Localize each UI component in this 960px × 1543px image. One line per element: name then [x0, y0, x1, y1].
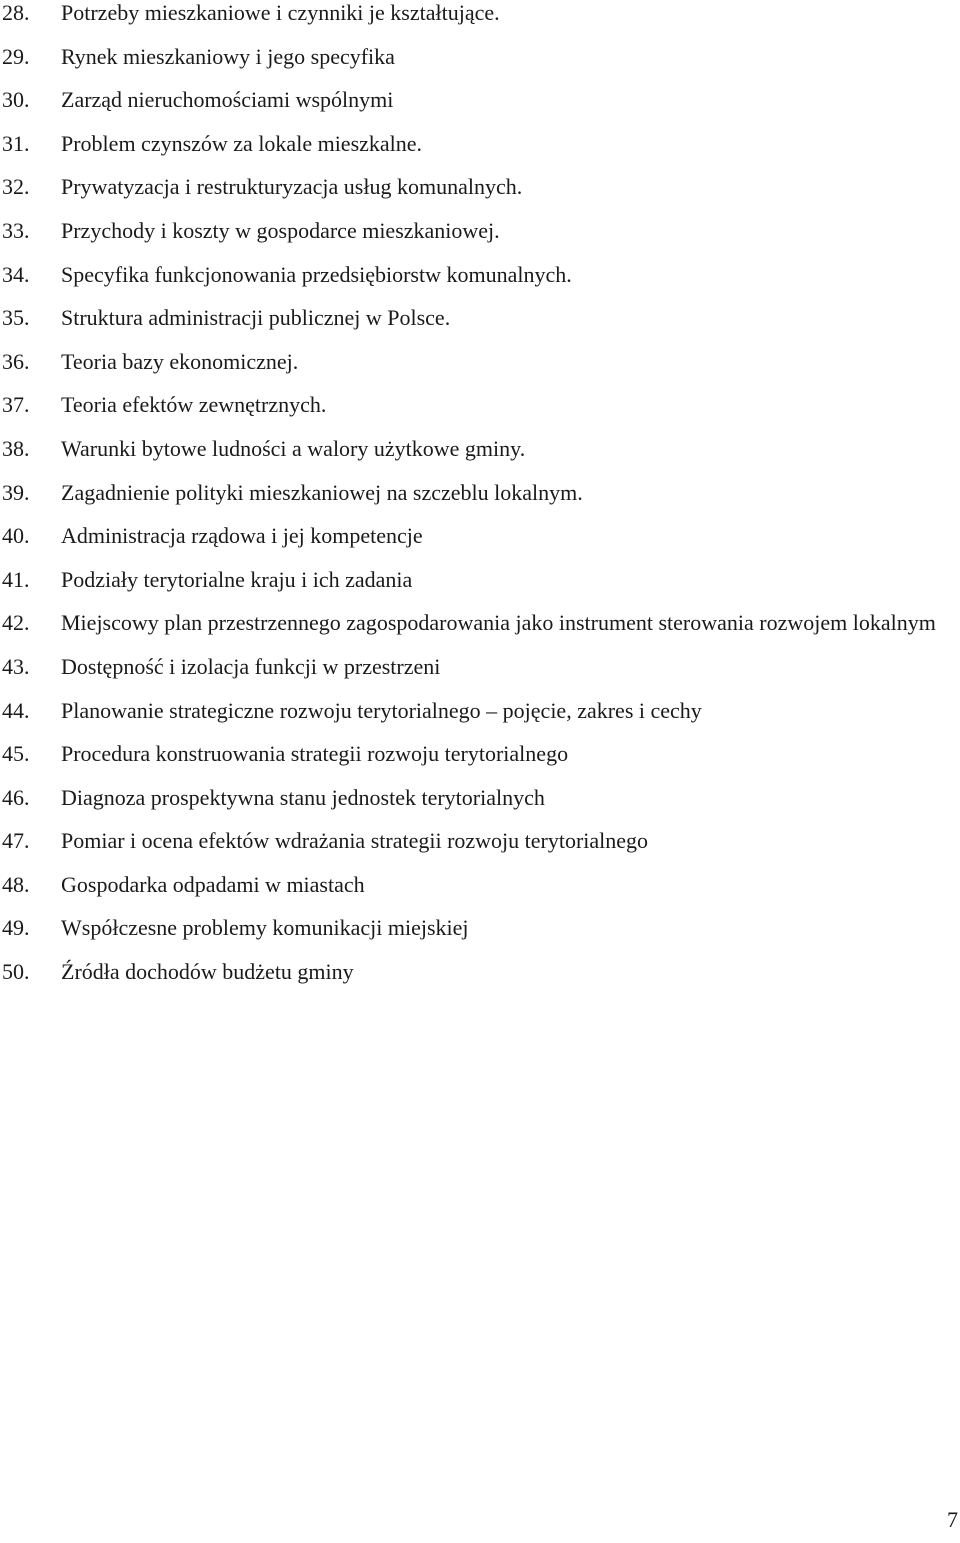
item-number: 44. [2, 697, 30, 723]
item-text: Rynek mieszkaniowy i jego specyfika [61, 43, 395, 69]
list-item [0, 383, 960, 427]
item-text: Zarząd nieruchomościami wspólnymi [61, 87, 394, 113]
item-number: 48. [2, 871, 30, 897]
item-number: 40. [2, 523, 30, 549]
list-item [0, 906, 960, 950]
item-text: Administracja rządowa i jej kompetencje [61, 523, 423, 549]
list-item [0, 471, 960, 515]
list-item [0, 645, 960, 689]
item-text: Źródła dochodów budżetu gminy [61, 959, 354, 985]
item-text: Prywatyzacja i restrukturyzacja usług komunalnych. [61, 174, 523, 200]
item-text: Przychody i koszty w gospodarce mieszkaniowej. [61, 217, 500, 243]
list-item [0, 558, 960, 602]
item-number: 29. [2, 43, 30, 69]
item-text: Dostępność i izolacja funkcji w przestrzeni [61, 653, 441, 679]
list-item [0, 950, 960, 994]
item-text: Współczesne problemy komunikacji miejskiej [61, 915, 469, 941]
item-text: Miejscowy plan przestrzennego zagospodarowania jako instrument sterowania rozwojem lokalnym [61, 610, 936, 636]
list-item [0, 253, 960, 297]
item-number: 49. [2, 915, 30, 941]
list-item [0, 776, 960, 820]
list-item [0, 78, 960, 122]
item-number: 47. [2, 828, 30, 854]
item-number: 39. [2, 479, 30, 505]
list-item [0, 340, 960, 384]
list-item [0, 863, 960, 907]
page-number: 7 [947, 1507, 958, 1532]
item-number: 33. [2, 217, 30, 243]
item-number: 41. [2, 566, 30, 592]
item-number: 42. [2, 610, 30, 636]
list-item [0, 689, 960, 733]
item-number: 38. [2, 435, 30, 461]
item-text: Diagnoza prospektywna stanu jednostek terytorialnych [61, 784, 545, 810]
item-text: Procedura konstruowania strategii rozwoju terytorialnego [61, 741, 569, 767]
item-number: 35. [2, 305, 30, 331]
item-number: 36. [2, 348, 30, 374]
item-text: Teoria efektów zewnętrznych. [61, 392, 327, 418]
item-text: Warunki bytowe ludności a walory użytkowe gminy. [61, 435, 526, 461]
list-item [0, 601, 960, 645]
item-number: 43. [2, 653, 30, 679]
item-text: Teoria bazy ekonomicznej. [61, 348, 299, 374]
item-number: 50. [2, 959, 30, 985]
item-text: Gospodarka odpadami w miastach [61, 871, 365, 897]
list-item [0, 122, 960, 166]
list-item [0, 165, 960, 209]
list-item [0, 514, 960, 558]
item-number: 32. [2, 174, 30, 200]
item-text: Pomiar i ocena efektów wdrażania strategii rozwoju terytorialnego [61, 828, 649, 854]
item-number: 45. [2, 741, 30, 767]
item-text: Planowanie strategiczne rozwoju terytorialnego – pojęcie, zakres i cechy [61, 697, 702, 723]
item-text: Potrzeby mieszkaniowe i czynniki je kształtujące. [61, 0, 500, 25]
list-item [0, 427, 960, 471]
list-item [0, 732, 960, 776]
item-number: 30. [2, 87, 30, 113]
item-number: 37. [2, 392, 30, 418]
item-number: 46. [2, 784, 30, 810]
list-item [0, 0, 960, 35]
list-item [0, 296, 960, 340]
list-item [0, 819, 960, 863]
item-text: Problem czynszów za lokale mieszkalne. [61, 130, 423, 156]
list-item [0, 35, 960, 79]
list-item [0, 209, 960, 253]
item-text: Specyfika funkcjonowania przedsiębiorstw komunalnych. [61, 261, 572, 287]
item-number: 34. [2, 261, 30, 287]
item-number: 28. [2, 0, 30, 25]
item-text: Podziały terytorialne kraju i ich zadania [61, 566, 413, 592]
item-text: Zagadnienie polityki mieszkaniowej na szczeblu lokalnym. [61, 479, 583, 505]
item-number: 31. [2, 130, 30, 156]
item-text: Struktura administracji publicznej w Polsce. [61, 305, 451, 331]
